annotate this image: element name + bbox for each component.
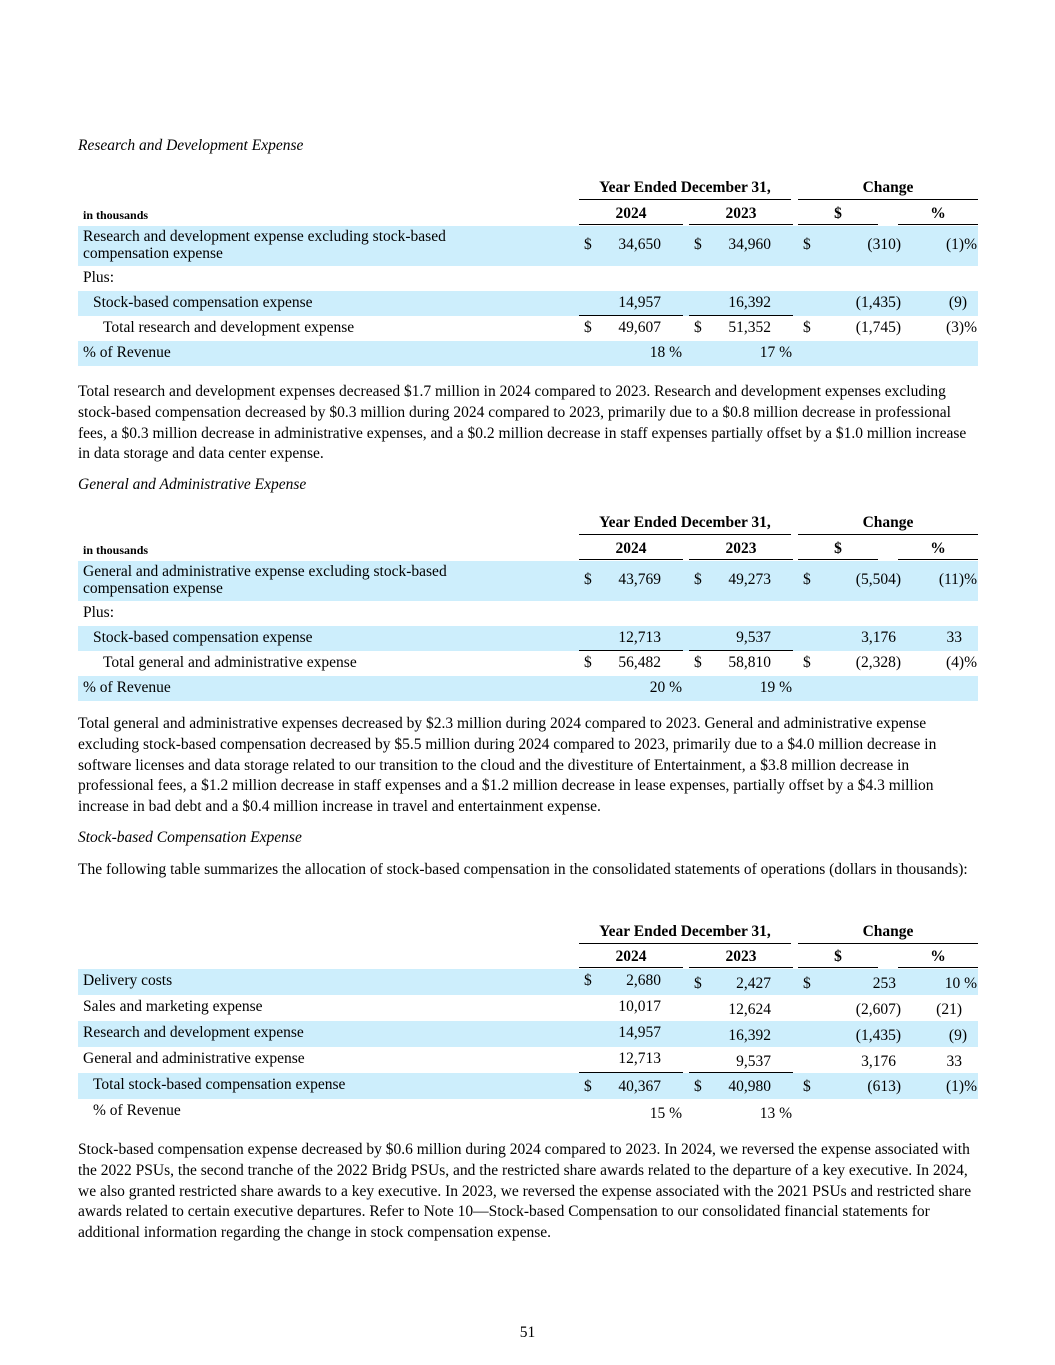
value-2023: 40,980: [728, 1078, 771, 1095]
currency-sign: $: [694, 236, 702, 253]
sbc-header-underline: [898, 967, 978, 968]
value-2024: 18 %: [649, 344, 682, 361]
sbc-header-underline: [579, 943, 791, 944]
table-row: [78, 676, 978, 701]
row-label: % of Revenue: [83, 344, 171, 361]
row-label: Plus:: [83, 269, 115, 286]
row-label: Total general and administrative expense: [103, 654, 357, 671]
ga-units-label: in thousands: [83, 543, 149, 557]
change-pct: (1)%: [946, 1078, 977, 1095]
value-2024: 56,482: [618, 654, 661, 671]
rd-section-heading: Research and Development Expense: [78, 137, 304, 154]
rd-header-underline: [579, 199, 791, 200]
rd-col-2023: 2023: [725, 205, 757, 222]
ga-col-pct: %: [930, 540, 946, 557]
value-2023: 16,392: [728, 1027, 771, 1044]
value-2024: 34,650: [618, 236, 661, 253]
value-2023: 9,537: [736, 1053, 771, 1070]
value-2024: 12,713: [618, 1050, 661, 1067]
sbc-header-underline: [689, 967, 793, 968]
rd-header-change: Change: [862, 179, 914, 196]
sbc-header-underline: [798, 967, 878, 968]
value-2024: 20 %: [649, 679, 682, 696]
change-dollar: (310): [867, 236, 901, 253]
table-row: [78, 1099, 978, 1125]
value-2024: 43,769: [618, 571, 661, 588]
row-label: % of Revenue: [93, 1102, 181, 1119]
row-label: Stock-based compensation expense: [93, 294, 313, 311]
sbc-section-heading: Stock-based Compensation Expense: [78, 829, 302, 846]
ga-paragraph: Total general and administrative expenses decreased by $2.3 million during 2024 compared to 2023. General and administrative expense excluding stock-based compensation decreased by $5.5 million during 2024 compared to 2023, primarily due to a $4.0 million decrease in software licenses and data storage related to our transition to the cloud and the divestiture of Entertainment, a $3.8 million decrease in professional fees, a $1.2 million decrease in staff expenses and a $1.2 million decrease in lease expenses, partially offset by a $4.3 million increase in bad debt and a $0.4 million increase in travel and entertainment expense.: [78, 715, 937, 816]
sbc-header-year-group: Year Ended December 31,: [599, 923, 771, 940]
page-number: 51: [519, 1324, 536, 1341]
rd-col-dollar: $: [834, 205, 842, 222]
ga-header-underline: [579, 559, 683, 560]
currency-sign: $: [803, 319, 811, 336]
sbc-col-2024: 2024: [615, 948, 647, 965]
row-label: Research and development expense excluding stock-based compensation expense: [83, 228, 446, 262]
currency-sign: $: [584, 654, 592, 671]
value-2023: 13 %: [759, 1105, 792, 1122]
change-pct: 33: [946, 1053, 962, 1070]
change-dollar: (1,435): [855, 294, 901, 311]
currency-sign: $: [584, 571, 592, 588]
currency-sign: $: [694, 319, 702, 336]
rd-header-underline: [898, 224, 978, 225]
ga-header-underline: [898, 559, 978, 560]
ga-table: [78, 513, 978, 701]
row-label: Delivery costs: [83, 972, 173, 989]
rd-header-underline: [579, 224, 683, 225]
currency-sign: $: [584, 319, 592, 336]
table-row: [78, 341, 978, 366]
value-2023: 19 %: [759, 679, 792, 696]
table-row: [78, 651, 978, 676]
row-label: Total stock-based compensation expense: [93, 1076, 346, 1093]
ga-header-underline: [689, 559, 793, 560]
currency-sign: $: [803, 571, 811, 588]
currency-sign: $: [803, 654, 811, 671]
value-2023: 9,537: [736, 629, 771, 646]
value-2023: 49,273: [728, 571, 771, 588]
value-2023: 16,392: [728, 294, 771, 311]
sbc-header-change: Change: [862, 923, 914, 940]
change-pct: 33: [946, 629, 962, 646]
ga-table-header: [78, 513, 978, 561]
row-label: Plus:: [83, 604, 115, 621]
currency-sign: $: [584, 1078, 592, 1095]
value-2024: 10,017: [618, 998, 661, 1015]
change-dollar: 3,176: [861, 629, 896, 646]
currency-sign: $: [803, 1078, 811, 1095]
rd-table: [78, 178, 978, 366]
sbc-table: [78, 922, 978, 1125]
value-2024: 14,957: [618, 1024, 661, 1041]
change-pct: (11)%: [938, 571, 977, 588]
row-label: Sales and marketing expense: [83, 998, 263, 1015]
currency-sign: $: [694, 571, 702, 588]
table-row: [78, 266, 978, 291]
ga-header-underline: [798, 534, 978, 535]
currency-sign: $: [694, 975, 702, 992]
currency-sign: $: [694, 654, 702, 671]
change-dollar: (2,607): [855, 1001, 901, 1018]
change-dollar: (613): [867, 1078, 901, 1095]
currency-sign: $: [694, 1078, 702, 1095]
value-2023: 34,960: [728, 236, 771, 253]
change-pct: (9): [948, 1027, 967, 1044]
ga-section-heading: General and Administrative Expense: [78, 476, 307, 493]
table-row: [78, 995, 978, 1021]
value-2024: 2,680: [626, 972, 661, 989]
sbc-header-underline: [579, 967, 683, 968]
value-2023: 2,427: [736, 975, 771, 992]
rd-header-underline: [798, 199, 978, 200]
change-dollar: (2,328): [855, 654, 901, 671]
sbc-intro: The following table summarizes the allocation of stock-based compensation in the consolidated statements of operations (dollars in thousands):: [78, 861, 968, 878]
rd-col-2024: 2024: [615, 205, 647, 222]
sbc-col-pct: %: [930, 948, 946, 965]
sbc-paragraph: Stock-based compensation expense decreased by $0.6 million during 2024 compared to 2023. In 2024, we reversed the expense associated with the 2022 PSUs, the second tranche of the 2022 Bridg PSUs, and the restricted share awards related to the departure of a key executive. In 2024, we also granted restricted share awards to a key executive. In 2023, we reversed the expense associated with the 2021 PSUs and restricted share awards related to certain executive departures. Refer to Note 10—Stock-based Compensation to our consolidated financial statements for additional information regarding the change in stock compensation expense.: [78, 1141, 972, 1242]
sbc-col-dollar: $: [834, 948, 842, 965]
value-2023: 12,624: [728, 1001, 771, 1018]
change-dollar: (1,745): [855, 319, 901, 336]
ga-header-change: Change: [862, 514, 914, 531]
table-row: [78, 561, 978, 601]
currency-sign: $: [803, 975, 811, 992]
table-row: [78, 226, 978, 266]
currency-sign: $: [584, 236, 592, 253]
change-pct: (3)%: [946, 319, 977, 336]
ga-header-year-group: Year Ended December 31,: [599, 514, 771, 531]
value-2024: 49,607: [618, 319, 661, 336]
table-row: [78, 1021, 978, 1047]
currency-sign: $: [803, 236, 811, 253]
ga-header-underline: [579, 534, 791, 535]
table-row: [78, 969, 978, 995]
row-label: Total research and development expense: [103, 319, 355, 336]
rd-header-underline: [689, 224, 793, 225]
value-2024: 15 %: [649, 1105, 682, 1122]
change-dollar: 253: [872, 975, 896, 992]
value-2023: 58,810: [728, 654, 771, 671]
ga-col-dollar: $: [834, 540, 842, 557]
rd-table-header: [78, 178, 978, 226]
row-label: Research and development expense: [83, 1024, 304, 1041]
change-pct: (21): [936, 1001, 962, 1018]
change-dollar: 3,176: [861, 1053, 896, 1070]
currency-sign: $: [584, 972, 592, 989]
rd-units-label: in thousands: [83, 208, 149, 222]
ga-col-2024: 2024: [615, 540, 647, 557]
value-2023: 17 %: [759, 344, 792, 361]
table-row: [78, 316, 978, 341]
value-2024: 12,713: [618, 629, 661, 646]
rd-col-pct: %: [930, 205, 946, 222]
sbc-table-header: [78, 922, 978, 969]
value-2024: 14,957: [618, 294, 661, 311]
change-dollar: (1,435): [855, 1027, 901, 1044]
rd-header-underline: [798, 224, 878, 225]
sbc-header-underline: [798, 943, 978, 944]
change-pct: 10 %: [944, 975, 977, 992]
row-label: General and administrative expense: [83, 1050, 305, 1067]
table-row: [78, 626, 978, 651]
table-row: [78, 1047, 978, 1073]
row-label: General and administrative expense excluding stock-based compensation expense: [83, 563, 447, 597]
value-2024: 40,367: [618, 1078, 661, 1095]
change-pct: (1)%: [946, 236, 977, 253]
rd-header-year-group: Year Ended December 31,: [599, 179, 771, 196]
change-dollar: (5,504): [855, 571, 901, 588]
table-row: [78, 1073, 978, 1099]
row-label: Stock-based compensation expense: [93, 629, 313, 646]
table-row: [78, 601, 978, 626]
change-pct: (4)%: [946, 654, 977, 671]
change-pct: (9): [948, 294, 967, 311]
row-label: % of Revenue: [83, 679, 171, 696]
value-2023: 51,352: [728, 319, 771, 336]
ga-col-2023: 2023: [725, 540, 757, 557]
ga-header-underline: [798, 559, 878, 560]
sbc-col-2023: 2023: [725, 948, 757, 965]
rd-paragraph: Total research and development expenses decreased $1.7 million in 2024 compared to 2023. Research and development expenses excluding stock-based compensation decreased by $0.3 million during 2024 compared to 2023, primarily due to a $0.8 million decrease in professional fees, a $0.3 million decrease in administrative expenses, and a $0.2 million decrease in staff expenses partially offset by a $1.0 million increase in data storage and data center expense.: [78, 383, 967, 463]
table-row: [78, 291, 978, 316]
